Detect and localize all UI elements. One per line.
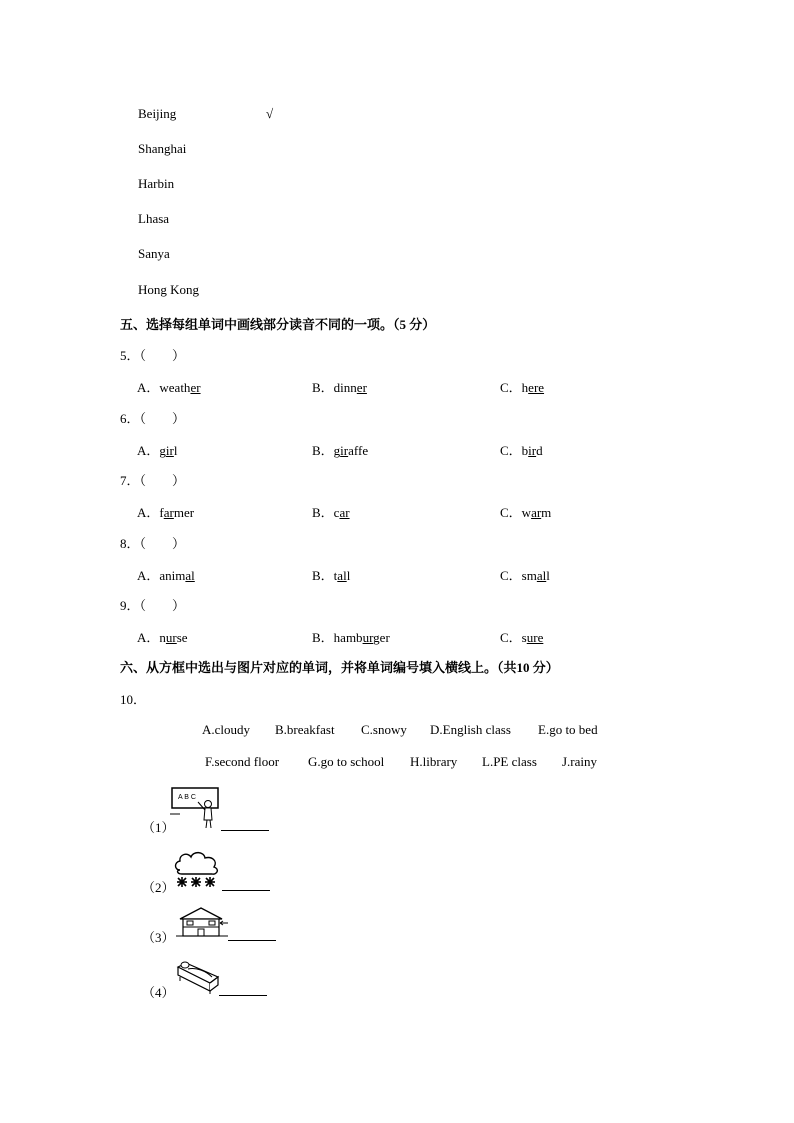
- item1-answer-blank[interactable]: [221, 818, 269, 835]
- word-suffix: m: [541, 505, 552, 520]
- word-prefix: sm: [521, 567, 537, 583]
- item3-label: （3）: [142, 930, 175, 945]
- word-c: C.snowy: [361, 722, 407, 737]
- word-suffix: d: [536, 442, 543, 458]
- word-suffix: affe: [348, 442, 369, 458]
- word-prefix: dinn: [333, 380, 357, 395]
- question-8-option-b[interactable]: [312, 565, 350, 584]
- question-7-option-c[interactable]: [500, 502, 551, 521]
- section5-title: 五、选择每组单词中画线部分读音不同的一项。（5 分）: [120, 317, 436, 332]
- option-letter: C．: [500, 505, 522, 520]
- option-letter: C．: [500, 442, 522, 458]
- question-5-option-a[interactable]: [137, 377, 201, 396]
- snow-cloud-icon: [172, 848, 224, 890]
- question-7-option-a[interactable]: [137, 502, 194, 521]
- question-5-option-c[interactable]: [500, 377, 544, 396]
- word-b: B.breakfast: [275, 722, 335, 737]
- word-suffix: ger: [373, 630, 390, 645]
- underlined-part: er: [190, 380, 201, 395]
- word-j: J.rainy: [562, 754, 598, 769]
- word-suffix: l: [546, 567, 550, 583]
- city-beijing-checkmark: √: [266, 106, 274, 121]
- question-6-number: 6．（ ）: [120, 410, 186, 426]
- question-8-option-a[interactable]: [137, 565, 195, 584]
- word-prefix: b: [521, 442, 529, 458]
- option-letter: B．: [312, 505, 334, 520]
- house-second-floor-icon: [174, 905, 230, 939]
- city-harbin: Harbin: [138, 176, 175, 191]
- option-letter: A．: [137, 630, 160, 645]
- underlined-part: ar: [339, 505, 350, 520]
- word-e: E.go to bed: [538, 722, 598, 737]
- city-beijing: Beijing: [138, 106, 177, 121]
- word-prefix: hamb: [333, 630, 363, 645]
- item4-label: （4）: [142, 985, 175, 1000]
- underlined-part: ere: [528, 380, 545, 395]
- question-9-option-b[interactable]: [312, 627, 390, 646]
- word-d: D.English class: [430, 722, 511, 737]
- question-6-option-b[interactable]: [312, 440, 368, 459]
- underlined-part: al: [185, 567, 195, 583]
- option-letter: A．: [137, 567, 160, 583]
- word-l: L.PE class: [482, 754, 537, 769]
- question-9-option-c[interactable]: [500, 627, 543, 646]
- word-g: G.go to school: [308, 754, 385, 769]
- option-letter: C．: [500, 380, 522, 395]
- underlined-part: ar: [531, 505, 542, 520]
- word-prefix: c: [333, 505, 340, 520]
- option-letter: C．: [500, 630, 522, 645]
- option-letter: B．: [312, 442, 334, 458]
- word-prefix: g: [333, 442, 341, 458]
- option-letter: C．: [500, 567, 522, 583]
- word-prefix: h: [521, 380, 529, 395]
- question-8-option-c[interactable]: [500, 565, 550, 584]
- option-letter: B．: [312, 630, 334, 645]
- question-9-option-a[interactable]: [137, 627, 188, 646]
- underlined-part: ir: [340, 442, 349, 458]
- option-letter: A．: [137, 380, 160, 395]
- underlined-part: ir: [165, 442, 174, 458]
- underlined-part: ur: [362, 630, 374, 645]
- underlined-part: ur: [165, 630, 177, 645]
- word-prefix: f: [159, 505, 164, 520]
- underlined-part: ir: [528, 442, 537, 458]
- word-suffix: l: [173, 442, 178, 458]
- item2-answer-blank[interactable]: [222, 878, 270, 895]
- word-h: H.library: [410, 754, 458, 769]
- item3-answer-blank[interactable]: [228, 928, 276, 945]
- svg-text:A B C: A B C: [178, 794, 196, 801]
- city-hong-kong: Hong Kong: [138, 282, 200, 297]
- word-suffix: l: [346, 567, 351, 583]
- question-6-option-c[interactable]: [500, 440, 543, 459]
- underlined-part: al: [337, 567, 347, 583]
- word-prefix: n: [159, 630, 166, 645]
- word-a: A.cloudy: [202, 722, 251, 737]
- word-prefix: t: [333, 567, 338, 583]
- word-suffix: mer: [173, 505, 195, 520]
- city-lhasa: Lhasa: [138, 211, 170, 226]
- word-prefix: anim: [159, 567, 186, 583]
- option-letter: B．: [312, 380, 334, 395]
- question-8-number: 8．（ ）: [120, 535, 186, 551]
- item2-label: （2）: [142, 880, 175, 895]
- word-f: F.second floor: [205, 754, 280, 769]
- word-prefix: w: [521, 505, 532, 520]
- underlined-part: ure: [526, 630, 544, 645]
- question-7-option-b[interactable]: [312, 502, 350, 521]
- question-10-number: 10．: [120, 692, 147, 707]
- underlined-part: ar: [163, 505, 174, 520]
- option-letter: B．: [312, 567, 334, 583]
- item4-answer-blank[interactable]: [219, 983, 267, 1000]
- section6-title: 六、从方框中选出与图片对应的单词，并将单词编号填入横线上。（共10 分）: [120, 660, 559, 675]
- word-prefix: g: [159, 442, 166, 458]
- word-suffix: se: [176, 630, 188, 645]
- underlined-part: er: [356, 380, 367, 395]
- question-7-number: 7．（ ）: [120, 473, 186, 488]
- word-prefix: weath: [159, 380, 191, 395]
- city-shanghai: Shanghai: [138, 141, 187, 156]
- option-letter: A．: [137, 442, 160, 458]
- question-5-option-b[interactable]: [312, 377, 367, 396]
- item1-label: （1）: [142, 820, 175, 835]
- question-5-number: 5．（ ）: [120, 348, 186, 363]
- question-6-option-a[interactable]: [137, 440, 177, 459]
- option-letter: A．: [137, 505, 160, 520]
- underlined-part: al: [536, 567, 547, 583]
- question-9-number: 9．（ ）: [120, 598, 186, 613]
- teacher-blackboard-icon: [170, 786, 222, 830]
- sleeping-bed-icon: [174, 957, 222, 995]
- city-sanya: Sanya: [138, 246, 170, 261]
- word-prefix: s: [521, 630, 527, 645]
